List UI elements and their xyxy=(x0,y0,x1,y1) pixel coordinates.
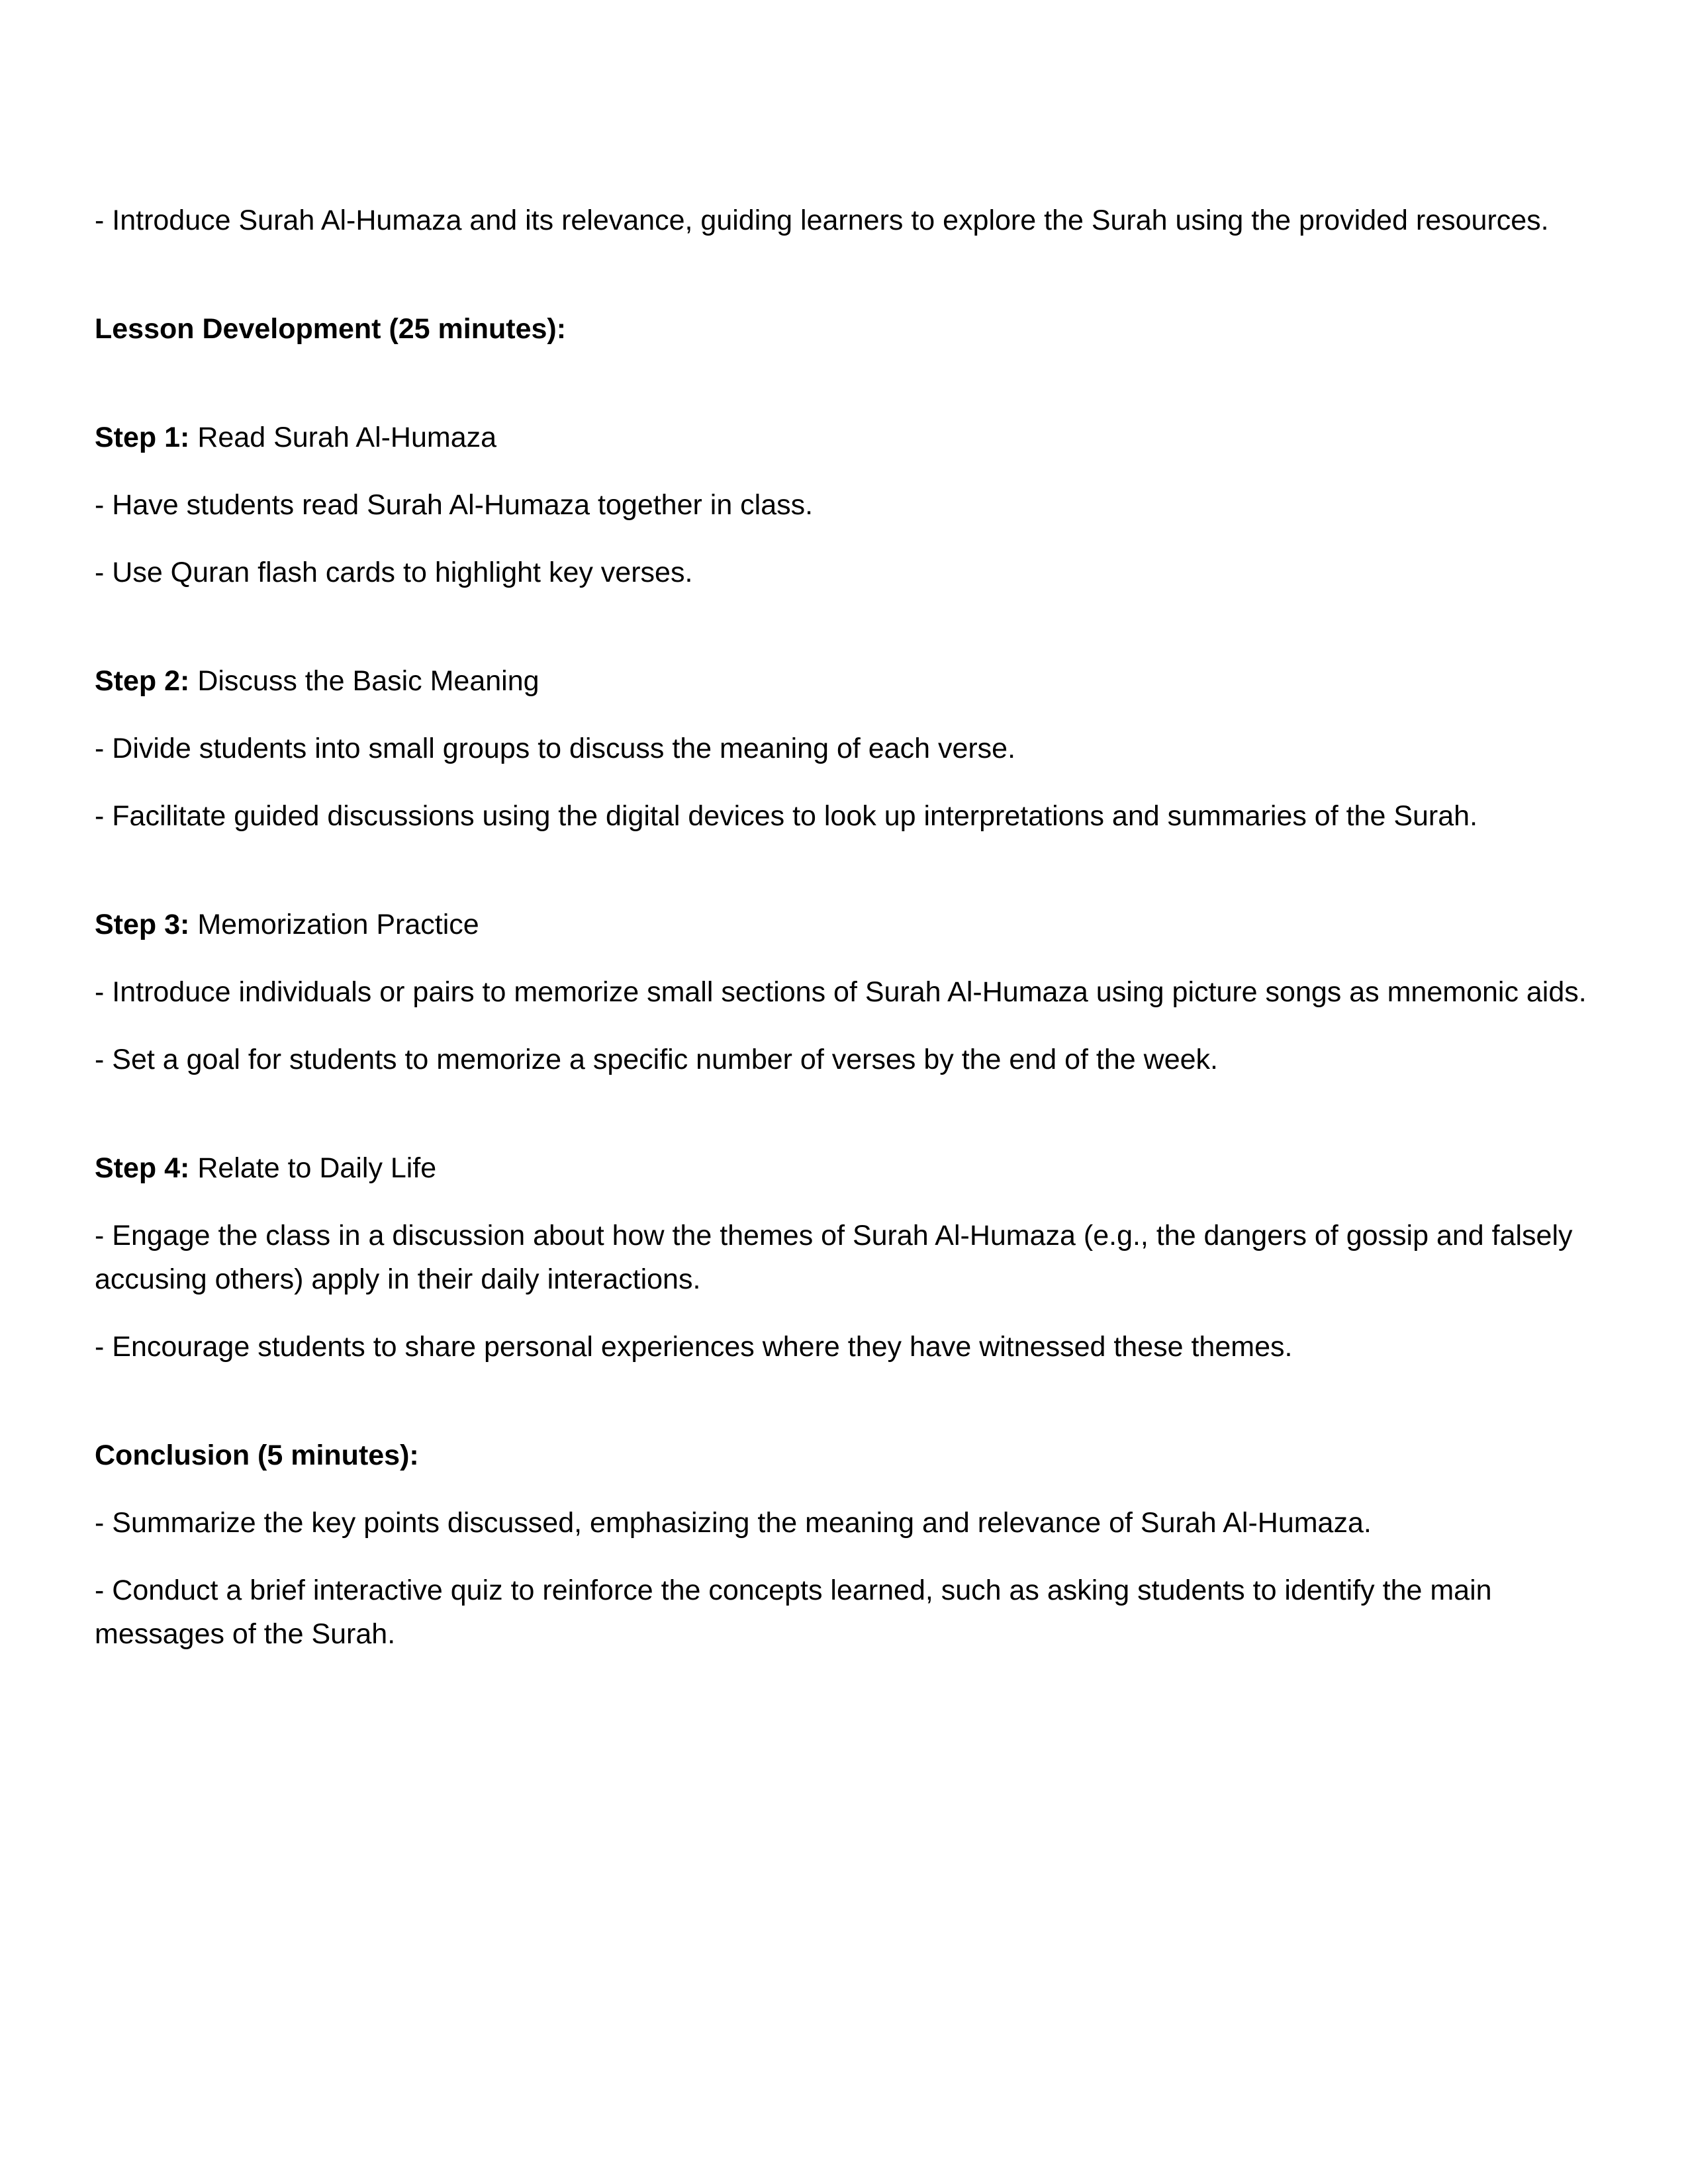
paragraph-intro: - Introduce Surah Al-Humaza and its relevance, guiding learners to explore the Surah using the provided resources. xyxy=(95,205,1549,236)
paragraph-step2-bullet2: - Facilitate guided discussions using the digital devices to look up interpretations and summaries of the Surah. xyxy=(95,800,1478,832)
step-2-label: Step 2: xyxy=(95,665,190,697)
step-2-title: Discuss the Basic Meaning xyxy=(189,665,539,697)
paragraph-step3-bullet1: - Introduce individuals or pairs to memorize small sections of Surah Al-Humaza using picture songs as mnemonic aids. xyxy=(95,976,1587,1008)
document-body xyxy=(95,199,1607,1680)
step-1-label: Step 1: xyxy=(95,422,190,453)
step-heading-2 xyxy=(95,659,1607,703)
step-1-title: Read Surah Al-Humaza xyxy=(189,422,497,453)
step-4-label: Step 4: xyxy=(95,1152,190,1184)
step-3-title: Memorization Practice xyxy=(189,909,479,940)
paragraph-step2-bullet1: - Divide students into small groups to discuss the meaning of each verse. xyxy=(95,733,1016,764)
paragraph-step4-bullet2: - Encourage students to share personal experiences where they have witnessed these themes. xyxy=(95,1331,1293,1363)
step-heading-3 xyxy=(95,903,1607,946)
step-4-title: Relate to Daily Life xyxy=(189,1152,437,1184)
paragraph-step4-bullet1: - Engage the class in a discussion about how the themes of Surah Al-Humaza (e.g., the dangers of gossip and falsely accusing others) apply in their daily interactions. xyxy=(95,1220,1573,1295)
paragraph-step1-bullet2: - Use Quran flash cards to highlight key verses. xyxy=(95,557,693,588)
paragraph-conclusion-bullet2: - Conduct a brief interactive quiz to reinforce the concepts learned, such as asking students to identify the main messages of the Surah. xyxy=(95,1574,1492,1650)
step-heading-1 xyxy=(95,416,1607,459)
paragraph-conclusion-bullet1: - Summarize the key points discussed, emphasizing the meaning and relevance of Surah Al-Humaza. xyxy=(95,1507,1372,1539)
step-3-label: Step 3: xyxy=(95,909,190,940)
step-heading-4 xyxy=(95,1146,1607,1190)
section-heading-conclusion: Conclusion (5 minutes): xyxy=(95,1439,419,1471)
paragraph-step1-bullet1: - Have students read Surah Al-Humaza together in class. xyxy=(95,489,814,521)
paragraph-step3-bullet2: - Set a goal for students to memorize a specific number of verses by the end of the week. xyxy=(95,1044,1218,1075)
section-heading-lesson-development: Lesson Development (25 minutes): xyxy=(95,313,567,345)
